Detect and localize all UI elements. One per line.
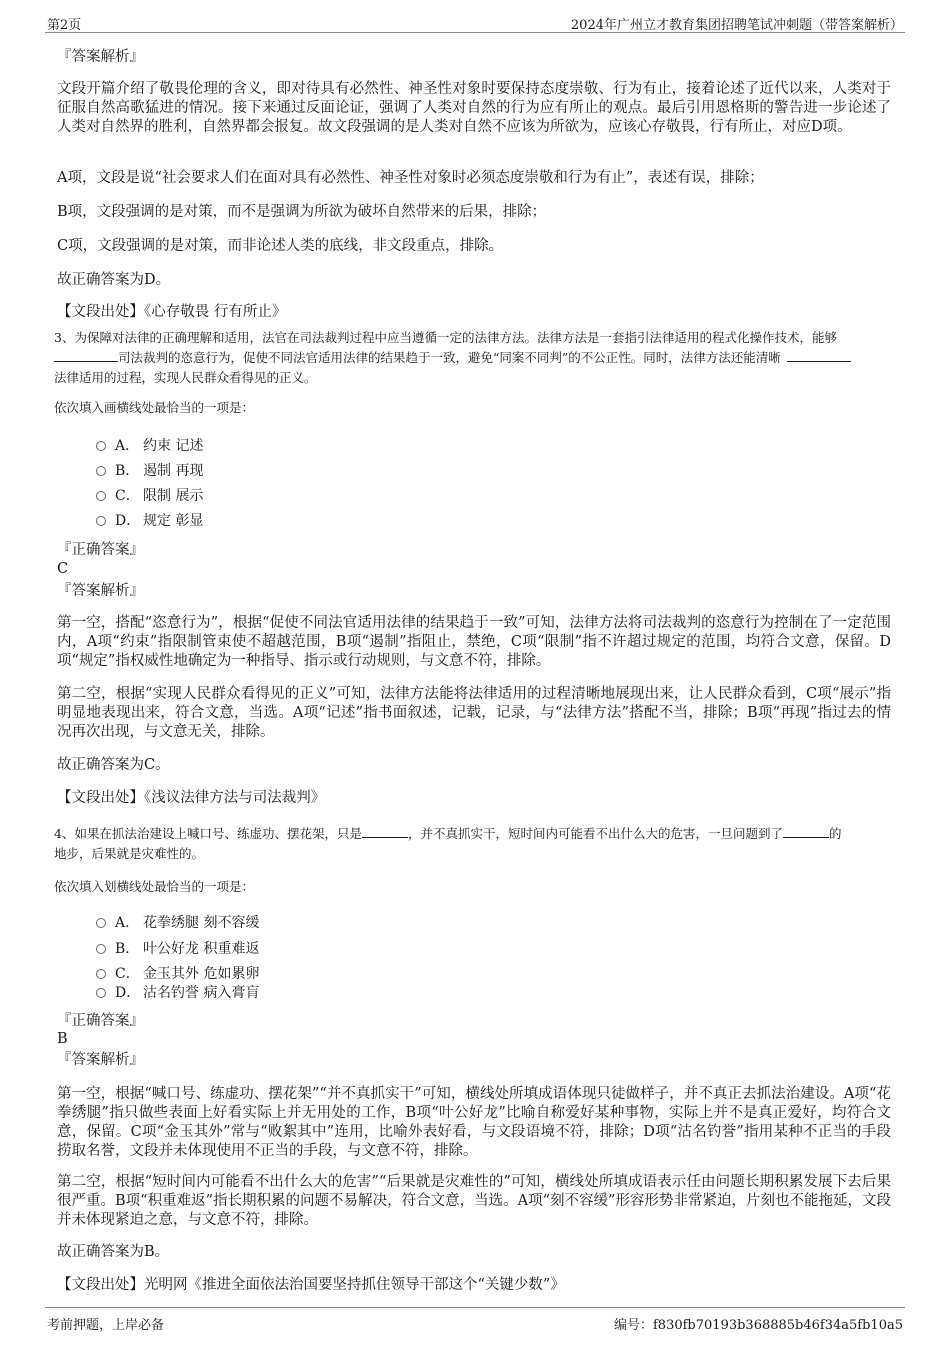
radio-icon[interactable] [96,441,106,451]
q3-option-b[interactable]: B． 遏制 再现 [96,461,203,481]
q4-source: 【文段出处】光明网《推进全面依法治国要坚持抓住领导干部这个“关键少数”》 [57,1277,565,1293]
q2-analysis-paragraph: A项，文段是说“社会要求人们在面对具有必然性、神圣性对象时必须态度崇敬和行为有止”，表述有误，排除； [57,170,764,186]
q3-option-c[interactable]: C． 限制 展示 [96,486,203,506]
q4-option-a[interactable]: A． 花拳绣腿 刻不容缓 [96,913,259,933]
radio-icon[interactable] [96,516,106,526]
q4-option-c[interactable]: C． 金玉其外 危如累卵 [96,964,259,984]
radio-icon[interactable] [96,969,106,979]
q3-analysis-paragraph: 第一空，搭配“恣意行为”，根据“促使不同法官适用法律的结果趋于一致”可知，法律方法将司法裁判的恣意行为控制在了一定范围内，A项“约束”指限制管束使不超越范围，B项“遏制”指阻止，禁绝，C项“限制”指不许超过规定的范围，均符合文意，保留。D项“规定”指权威性地确定为一种指导、指示或行动规则，与文意不符，排除。 [57,615,891,669]
q2-analysis-label: 『答案解析』 [57,49,144,65]
document-title: 2024年广州立才教育集团招聘笔试冲刺题（带答案解析） [570,18,903,33]
q4-correct-label: 『正确答案』 [57,1013,144,1029]
radio-icon[interactable] [96,491,106,501]
q4-stem: 4、如果在抓法治建设上喊口号、练虚功、摆花架，只是 ，并不真抓实干，短时间内可能看不出什么大的危害，一旦问题到了 的 地步，后果就是灾难性的。 [54,826,842,861]
footer-slogan: 考前押题，上岸必备 [47,1318,165,1333]
q2-source: 【文段出处】《心存敬畏 行有所止》 [57,304,287,320]
page-footer [45,1307,905,1336]
q4-correct-answer: B [57,1031,68,1047]
q3-analysis-paragraph: 第二空，根据“实现人民群众看得见的正义”可知，法律方法能将法律适用的过程清晰地展现出来，让人民群众看到，C项“展示”指明显地表现出来，符合文意，当选。A项“记述”指书面叙述，记载，记录，与“法律方法”搭配不当，排除；B项“再现”指过去的情况再次出现，与文意无关，排除。 [57,686,891,740]
q2-analysis-paragraph: C项，文段强调的是对策，而非论述人类的底线，非文段重点，排除。 [57,238,504,254]
q4-analysis-paragraph: 第二空，根据“短时间内可能看不出什么大的危害”“后果就是灾难性的”可知，横线处所填成语表示任由问题长期积累发展下去后果很严重。B项“积重难返”指长期积累的问题不易解决，符合文意，当选。A项“刻不容缓”形容形势非常紧迫，片刻也不能拖延，文段并未体现紧迫之意，与文意不符，排除。 [57,1174,891,1228]
q4-analysis-paragraph: 第一空，根据“喊口号、练虚功、摆花架”“并不真抓实干”可知，横线处所填成语体现只徒做样子，并不真正去抓法治建设。A项“花拳绣腿”指只做些表面上好看实际上并无用处的工作，B项“叶公好龙”比喻自称爱好某种事物，实际上并不是真正爱好，均符合文意，保留。C项“金玉其外”常与“败絮其中”连用，比喻外表好看，与文段语境不符，排除；D项“沽名钓誉”指用某种不正当的手段捞取名誉，文段并未体现使用不正当的手段，与文意不符，排除。 [57,1086,891,1159]
q3-correct-answer: C [57,561,69,577]
fill-blank [783,825,829,838]
q2-analysis-paragraph: 文段开篇介绍了敬畏伦理的含义，即对待具有必然性、神圣性对象时要保持态度崇敬、行为有止，接着论述了近代以来，人类对于征服自然高歌猛进的情况。接下来通过反面论证，强调了人类对自然的行为应有所止的观点。最后引用恩格斯的警告进一步论述了人类对自然界的胜利，自然界都会报复。故文段强调的是人类对自然不应该为所欲为，应该心存敬畏，行有所止，对应D项。 [57,81,891,135]
fill-blank [362,825,408,838]
q3-option-a[interactable]: A． 约束 记述 [96,436,203,456]
q4-analysis-label: 『答案解析』 [57,1052,144,1068]
q4-option-d[interactable]: D． 沽名钓誉 病入膏肓 [96,983,259,1003]
q3-stem: 3、为保障对法律的正确理解和适用，法官在司法裁判过程中应当遵循一定的法律方法。法律方法是一套指引法律适用的程式化操作技术，能够 司法裁判的恣意行为，促使不同法官适用法律的结果趋于一致，避免“同案不同判”的不公正性。同时，法律方法还能清晰 法律适用的过程，实现人民群众看得见的正义。 [54,328,894,388]
q3-prompt: 依次填入画横线处最恰当的一项是： [54,400,255,415]
radio-icon[interactable] [96,918,106,928]
page-number: 第2页 [47,18,82,33]
document-id: 编号：f830fb70193b368885b46f34a5fb10a5 [614,1318,903,1333]
q3-source: 【文段出处】《浅议法律方法与司法裁判》 [57,790,326,806]
page-header [45,10,905,33]
q3-correct-label: 『正确答案』 [57,542,144,558]
fill-blank [787,349,851,362]
q3-answer-summary: 故正确答案为C。 [57,757,170,773]
q2-answer-summary: 故正确答案为D。 [57,272,171,288]
q4-answer-summary: 故正确答案为B。 [57,1244,170,1260]
radio-icon[interactable] [96,466,106,476]
q4-option-b[interactable]: B． 叶公好龙 积重难返 [96,939,259,959]
radio-icon[interactable] [96,944,106,954]
q3-analysis-label: 『答案解析』 [57,583,144,599]
fill-blank [54,349,118,362]
q3-option-d[interactable]: D． 规定 彰显 [96,511,203,531]
q4-prompt: 依次填入划横线处最恰当的一项是： [54,879,255,894]
q2-analysis-paragraph: B项，文段强调的是对策，而不是强调为所欲为破坏自然带来的后果，排除； [57,204,547,220]
radio-icon[interactable] [96,988,106,998]
